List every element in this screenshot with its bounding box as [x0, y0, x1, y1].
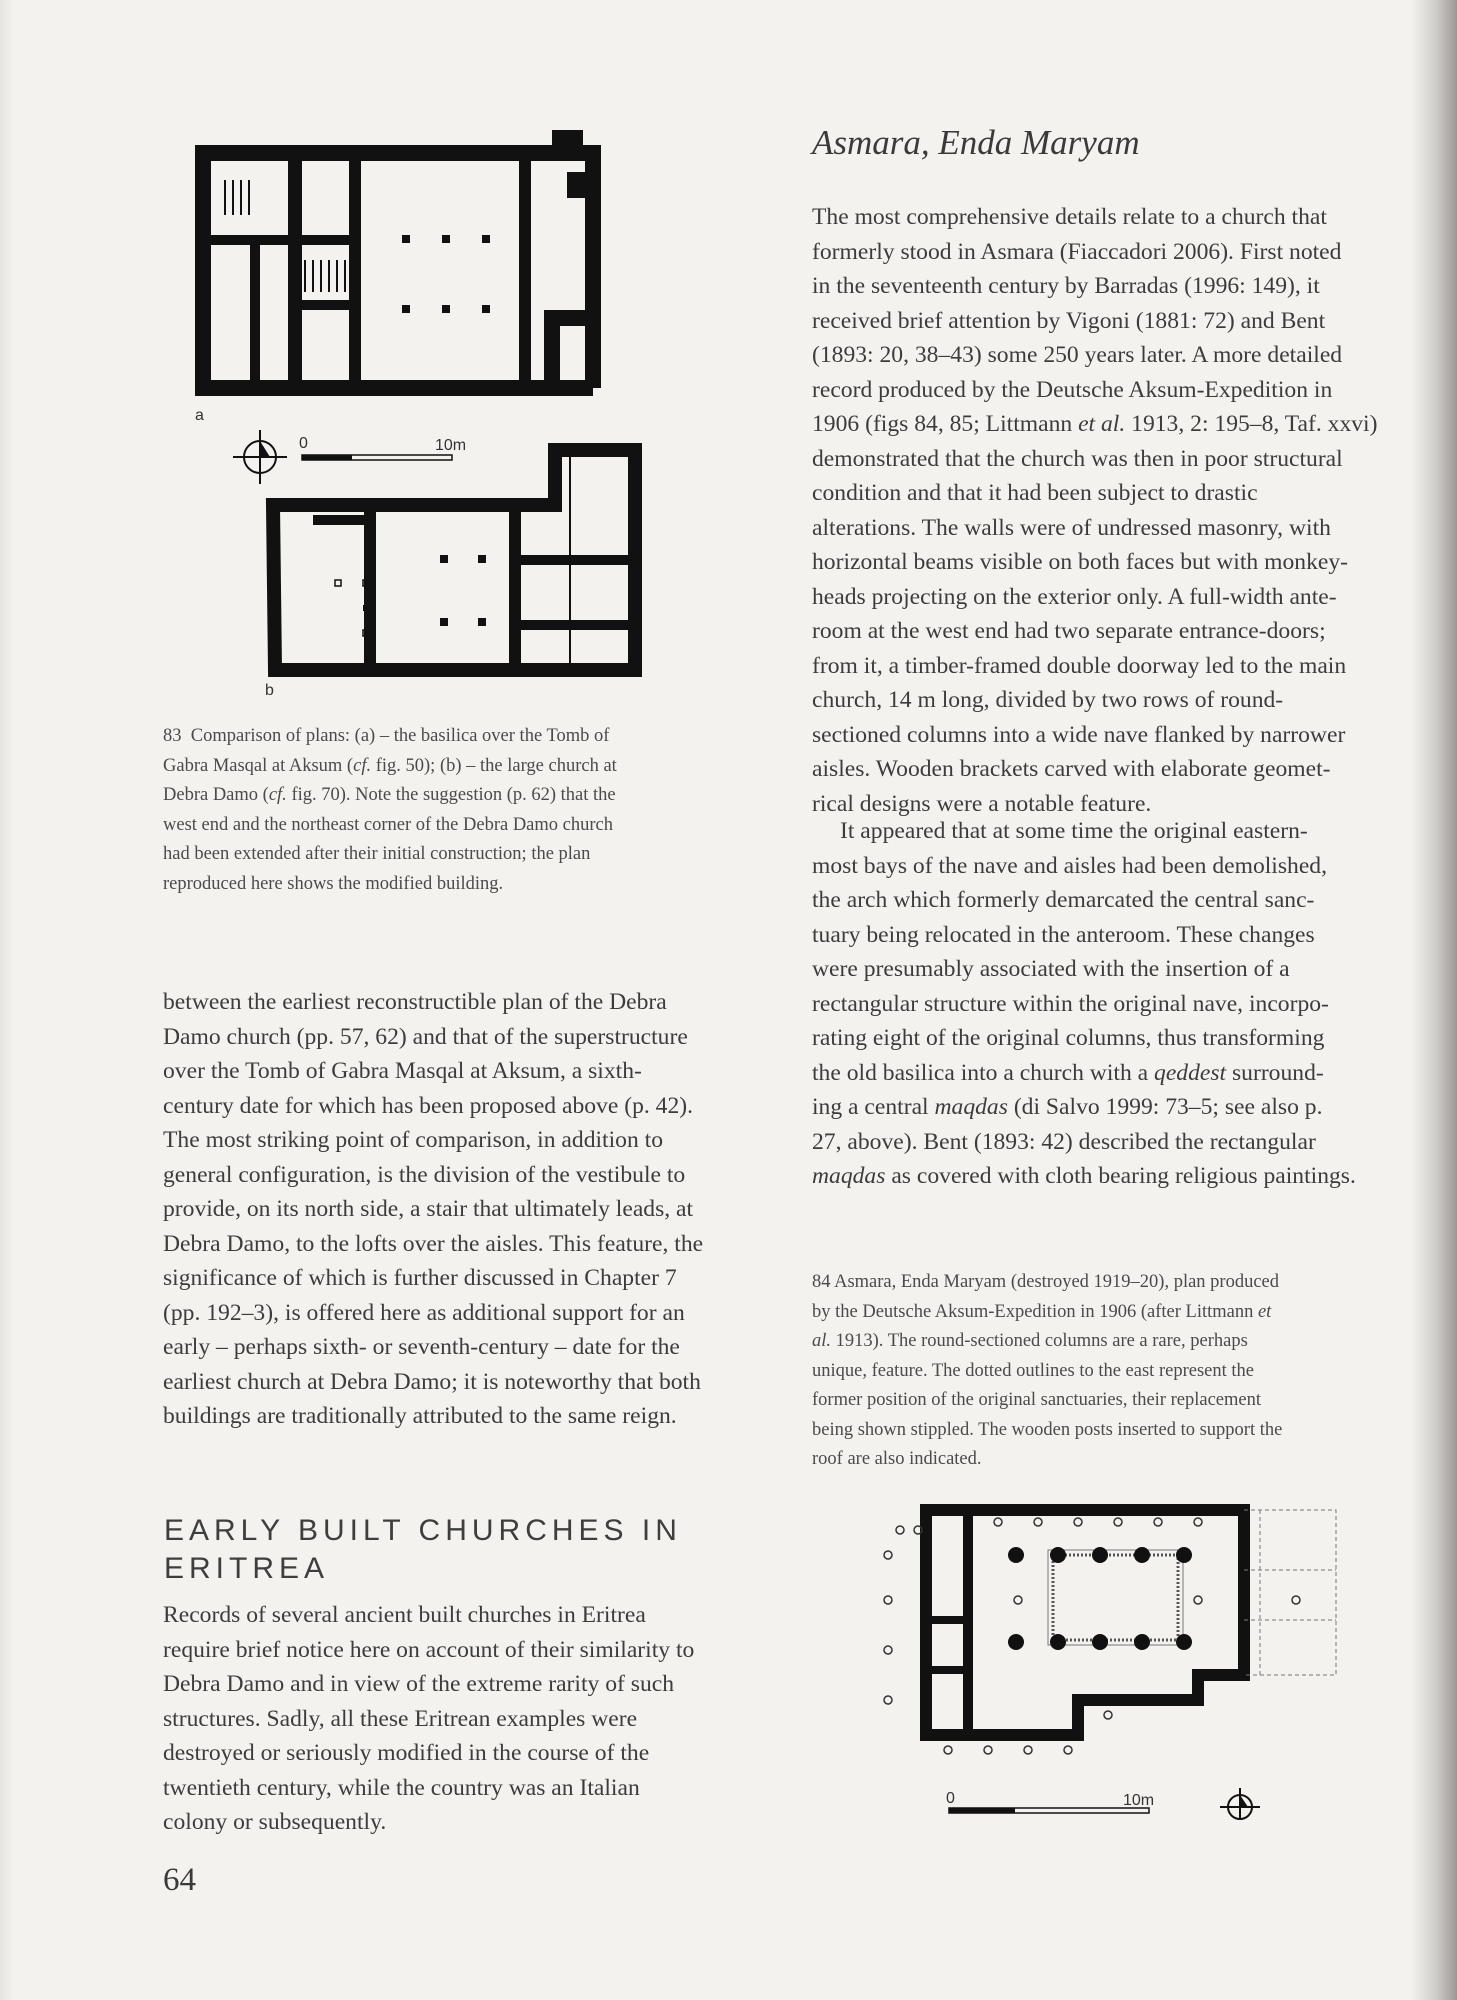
- plan-a-label: a: [195, 407, 204, 424]
- figure-84-caption: 84 Asmara, Enda Maryam (destroyed 1919–20), plan produced by the Deutsche Aksum-Expedition in 1906 (after Littmann et al. 1913). The round-sectioned columns are a rare, perhaps unique, feature. The dotted outlines to the east represent the former position of the original sanctuaries, their replacement being shown stippled. The wooden posts inserted to support the roof are also indicated.: [812, 1272, 1283, 1469]
- plan-a-tomb-of-gabra-masqal: [195, 135, 593, 424]
- figure-83-caption: 83 Comparison of plans: (a) – the basilica over the Tomb of Gabra Masqal at Aksum (cf. fig. 50); (b) – the large church at Debra Damo (cf. fig. 70). Note the suggestion (p. 62) that the west end and the northeast corner of the Debra Damo church had been extended after their initial construction; the plan reproduced here shows the modified building.: [163, 726, 617, 894]
- plan-b-label: b: [265, 682, 274, 699]
- north-arrow-icon: [1220, 1788, 1260, 1820]
- page-number: 64: [163, 1862, 196, 1898]
- section-paragraph: Records of several ancient built churches in Eritrea require brief notice here on account of their similarity to Debra Damo and in view of the extreme rarity of such structures. Sadly, all these Eritrean examples were destroyed or seriously modified in the course of the twentieth century, while the country was an Italian colony or subsequently.: [163, 1602, 695, 1835]
- section-heading: EARLY BUILT CHURCHES IN ERITREA: [164, 1514, 682, 1585]
- svg-text:10m: 10m: [435, 437, 467, 454]
- page-gutter-shadow-left: [0, 0, 14, 2000]
- plan-b-debra-damo: [265, 450, 635, 699]
- enda-maryam-plan: [884, 1510, 1336, 1754]
- figure-83-plans: [195, 130, 715, 700]
- svg-text:10m: 10m: [1123, 1792, 1155, 1809]
- scale-bar-84: [946, 1790, 1154, 1813]
- subsection-title: Asmara, Enda Maryam: [812, 123, 1140, 162]
- left-column-paragraph: between the earliest reconstructible plan of the Debra Damo church (pp. 57, 62) and that of the superstructure over the Tomb of Gabra Masqal at Aksum, a sixth- century date for which has been proposed above (p. 42). The most striking point of comparison, in addition to general configuration, is the division of the vestibule to provide, on its north side, a stair that ultimately leads, at Debra Damo, to the lofts over the aisles. This feature, the significance of which is further discussed in Chapter 7 (pp. 192–3), is offered here as additional support for an early – perhaps sixth- or seventh-century – date for the earliest church at Debra Damo; it is noteworthy that both buildings are traditionally attributed to the same reign.: [163, 989, 704, 1429]
- svg-text:0: 0: [299, 435, 308, 452]
- right-column-paragraph-2: It appeared that at some time the original eastern- most bays of the nave and aisles had been demolished, the arch which formerly demarcated the central sanc- tuary being relocated in the anteroom. These changes were presumably associated with the insertion of a rectangular structure within the original nave, incorpo- rating eight of the original columns, thus transforming the old basilica into a church with a qeddest surround- ing a central maqdas (di Salvo 1999: 73–5; see also p. 27, above). Bent (1893: 42) described the rectangular maqdas as covered with cloth bearing religious paintings.: [812, 818, 1356, 1189]
- right-column-paragraph-1: The most comprehensive details relate to a church that formerly stood in Asmara (Fiaccadori 2006). First noted in the seventeenth century by Barradas (1996: 149), it received brief attention by Vigoni (1881: 72) and Bent (1893: 20, 38–43) some 250 years later. A more detailed record produced by the Deutsche Aksum-Expedition in 1906 (figs 84, 85; Littmann et al. 1913, 2: 195–8, Taf. xxvi) demonstrated that the church was then in poor structural condition and that it had been subject to drastic alterations. The walls were of undressed masonry, with horizontal beams visible on both faces but with monkey- heads projecting on the exterior only. A full-width ante- room at the west end had two separate entrance-doors; from it, a timber-framed double doorway led to the main church, 14 m long, divided by two rows of round- sectioned columns into a wide nave flanked by narrower aisles. Wooden brackets carved with elaborate geomet- rical designs were a notable feature.: [812, 204, 1378, 817]
- figure-84-plan: [868, 1500, 1348, 1820]
- north-arrow-icon: [233, 430, 287, 484]
- svg-text:0: 0: [946, 1790, 955, 1807]
- scale-bar-83: [299, 435, 466, 460]
